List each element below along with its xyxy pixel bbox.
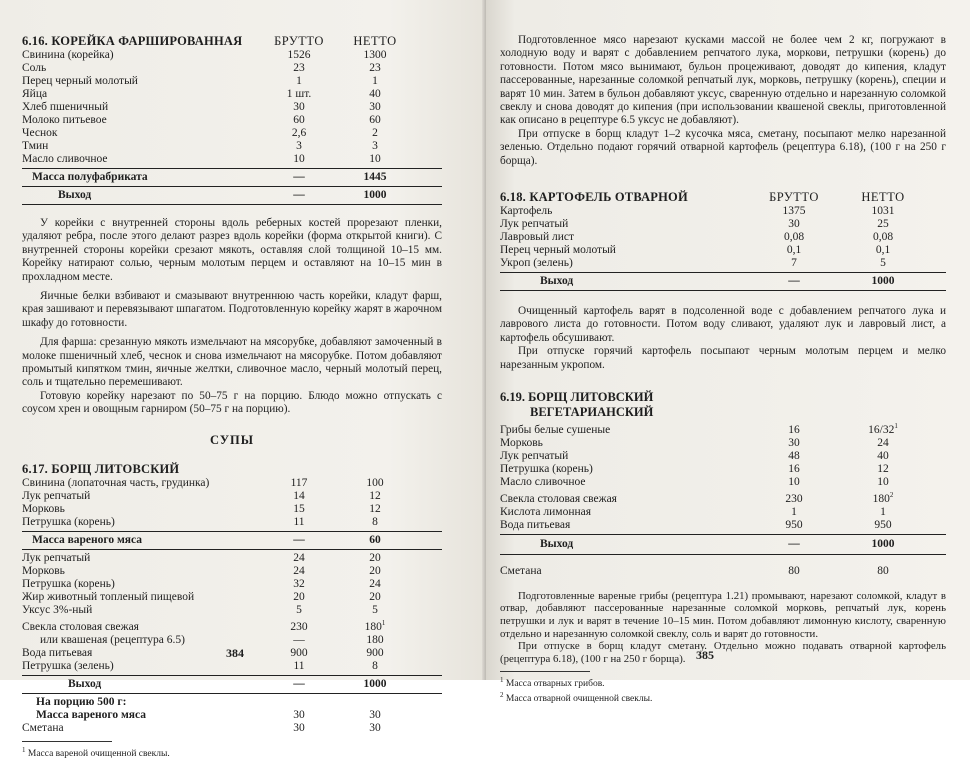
netto-value: 10 bbox=[369, 153, 381, 165]
brutto-header: БРУТТО bbox=[274, 34, 324, 48]
portion-label-row bbox=[22, 696, 442, 709]
paragraph: Очищенный картофель варят в подсоленной воде с добавлением репчатого лука и лаврового листа до готовности. Потом воду сливают, удаляют лук и лавровый лист, а картофель обсушивают. bbox=[500, 305, 946, 344]
footnote bbox=[500, 675, 946, 690]
mass-row bbox=[22, 534, 442, 547]
brutto-value: 950 bbox=[785, 518, 803, 531]
netto-value: $16/32^1$ bbox=[868, 422, 898, 436]
netto-header: НЕТТО bbox=[353, 34, 397, 48]
paragraph: При отпуске в борщ кладут 1–2 кусочка мяса, сметану, посыпают мелко нарезанной зеленью. Отдельно подают горячий отварной картофель (рецептура 6.18), (100 г на 250 г борща). bbox=[500, 127, 946, 167]
ingredient-name: Свекла столовая свежая bbox=[500, 492, 617, 505]
brutto-value: 16 bbox=[788, 462, 800, 475]
ingredient-name: Чеснок bbox=[22, 127, 58, 139]
table-rule bbox=[22, 204, 442, 205]
netto-value: 8 bbox=[372, 515, 378, 528]
yield-label: Выход bbox=[68, 677, 102, 690]
ingredient-name: Яйца bbox=[22, 88, 48, 100]
ingredient-name: Картофель bbox=[500, 205, 553, 218]
netto-value: 1031 bbox=[871, 205, 895, 218]
brutto-value: 1375 bbox=[782, 205, 806, 218]
yield-label: Выход bbox=[58, 189, 92, 201]
netto-value: 12 bbox=[369, 489, 381, 502]
paragraph: Подготовленное мясо нарезают кусками массой не более чем 2 кг, погружают в холодную воду и варят с добавлением репчатого лука, моркови, петрушки (корень) до готовности. Потом мясо вынимают, бульон процеживают, доводят до кипения, кладут пассерованные, нарезанные соломкой репчатый лук, морковь, петрушку (корень), специи и варят 10 мин. Затем в бульон добавляют уксус, сваренную отдельно и нарезанную соломкой свеклу и снова доводят до кипения (при использовании квашеной свеклы, приготовленной как описано в рецептуре 6.5 уксус не добавляют). bbox=[500, 34, 946, 127]
brutto-value: 60 bbox=[293, 114, 305, 126]
netto-value: 60 bbox=[369, 114, 381, 126]
brutto-value: — bbox=[293, 533, 305, 546]
footnote-mark: 1 bbox=[500, 676, 504, 685]
brutto-value: 10 bbox=[788, 475, 800, 488]
footnote-mark: 1 bbox=[381, 618, 386, 627]
recipe-619-title: 6.19. БОРЩ ЛИТОВСКИЙ bbox=[500, 390, 654, 405]
paragraph: Для фарша: срезанную мякоть измельчают на мясорубке, добавляют замоченный в молоке пшеничный хлеб, чеснок и снова измельчают на мясорубке. Потом добавляют промытый кипятком тмин, яичные желтки, сливочное масло, черный молотый перец, соль и тщательно перемешивают. bbox=[22, 336, 442, 389]
yield-row bbox=[22, 189, 442, 202]
netto-value: 900 bbox=[366, 646, 384, 659]
netto-header: НЕТТО bbox=[861, 190, 905, 205]
netto-value: 25 bbox=[877, 218, 889, 231]
brutto-value: 0,08 bbox=[783, 231, 805, 244]
netto-value: 1000 bbox=[871, 275, 895, 288]
table-rule bbox=[22, 531, 442, 532]
paragraph: При отпуске горячий картофель посыпают черным молотым перцем и мелко нарезанным укропом. bbox=[500, 345, 946, 371]
footnote-mark: 2 bbox=[889, 490, 894, 499]
recipe-619-header bbox=[500, 390, 946, 420]
brutto-value: 117 bbox=[290, 476, 308, 489]
netto-value: 24 bbox=[369, 577, 381, 590]
recipe-617-header bbox=[22, 462, 442, 477]
netto-value: 1445 bbox=[363, 171, 387, 183]
netto-value: 23 bbox=[369, 62, 381, 74]
footnote-text: Масса вареной очищенной свеклы. bbox=[27, 748, 170, 759]
yield-label: Выход bbox=[540, 275, 574, 288]
brutto-value: 80 bbox=[788, 564, 800, 577]
brutto-value: 30 bbox=[293, 721, 305, 734]
netto-value: 5 bbox=[372, 603, 378, 616]
table-rule bbox=[500, 290, 946, 291]
netto-value: 80 bbox=[877, 564, 889, 577]
paragraph: Подготовленные вареные грибы (рецептура 1.21) промывают, нарезают соломкой, кладут в отвар, добавляют пассерованные нарезанные соломкой морковь, репчатый лук, корень петрушки и лук и варят в течение 10–15 мин. Потом добавляют лимонную кислоту, сваренную отдельно и нарезанную соломкой свеклу, соль и варят до готовности. bbox=[500, 589, 946, 640]
brutto-value: 1 bbox=[296, 75, 302, 87]
netto-value: 1000 bbox=[871, 537, 895, 550]
netto-value: 1 bbox=[372, 75, 378, 87]
ingredient-name: Масса вареного мяса bbox=[36, 708, 147, 721]
netto-value: 20 bbox=[369, 551, 381, 564]
netto-value: 100 bbox=[366, 476, 384, 489]
footnote-mark: 1 bbox=[894, 422, 898, 431]
recipe-619-subtitle: ВЕГЕТАРИАНСКИЙ bbox=[530, 405, 654, 420]
ingredient-name: Жир животный топленый пищевой bbox=[22, 590, 195, 603]
ingredient-name: Петрушка (корень) bbox=[22, 577, 115, 590]
recipe-618-table bbox=[500, 205, 946, 291]
netto-value: $180^2$ bbox=[872, 490, 894, 505]
footnote-text: Масса отварных грибов. bbox=[505, 679, 605, 690]
brutto-value: 15 bbox=[293, 502, 305, 515]
brutto-value: — bbox=[788, 537, 800, 550]
paragraph: У корейки с внутренней стороны вдоль реберных костей прорезают пленки, удаляют ребра, после этого делают разрез вдоль корейки (форма открытой книги). С внутренней стороны корейки срезают мякоть, оставляя слой толщиной 10–15 мм. Корейку натирают солью, черным молотым перцем и оставляют на 10–15 мин в прохладном месте. bbox=[22, 217, 442, 283]
brutto-value: 3 bbox=[296, 140, 302, 152]
table-rule bbox=[22, 168, 442, 169]
netto-value: 8 bbox=[372, 659, 378, 672]
brutto-value: 0,1 bbox=[786, 244, 802, 257]
recipe-619-table bbox=[500, 420, 946, 578]
brutto-value: 16 bbox=[788, 423, 800, 436]
table-rule bbox=[22, 675, 442, 676]
footnote-rule bbox=[22, 741, 112, 742]
brutto-value: 11 bbox=[293, 515, 305, 528]
netto-value: 60 bbox=[369, 533, 381, 546]
ingredient-name: Молоко питьевое bbox=[22, 114, 107, 126]
ingredient-name: Петрушка (корень) bbox=[500, 462, 593, 475]
brutto-value: 24 bbox=[293, 564, 305, 577]
brutto-value: 7 bbox=[791, 257, 797, 270]
ingredient-name: или квашеная (рецептура 6.5) bbox=[40, 633, 185, 646]
ingredient-name: Морковь bbox=[22, 502, 65, 515]
brutto-value: — bbox=[788, 275, 800, 288]
brutto-value: 5 bbox=[296, 603, 302, 616]
ingredient-name: Уксус 3%-ный bbox=[22, 603, 93, 616]
brutto-value: 1 bbox=[791, 505, 797, 518]
ingredient-name: Лук репчатый bbox=[22, 551, 91, 564]
ingredient-name: Петрушка (корень) bbox=[22, 515, 115, 528]
ingredient-name: Петрушка (зелень) bbox=[22, 659, 114, 672]
brutto-value: 32 bbox=[293, 577, 305, 590]
netto-value: 30 bbox=[369, 101, 381, 113]
brutto-value: 24 bbox=[293, 551, 305, 564]
netto-value: 20 bbox=[369, 564, 381, 577]
netto-value: 1 bbox=[880, 505, 886, 518]
brutto-value: 30 bbox=[293, 101, 305, 113]
brutto-value: 230 bbox=[290, 620, 308, 633]
netto-value: 1300 bbox=[363, 49, 387, 61]
brutto-value: 30 bbox=[788, 218, 800, 231]
mass-label: Масса полуфабриката bbox=[32, 171, 148, 183]
netto-value: 40 bbox=[877, 449, 889, 462]
ingredient-name: Лавровый лист bbox=[500, 231, 575, 244]
ingredient-name: Сметана bbox=[22, 721, 64, 734]
brutto-value: — bbox=[293, 633, 305, 646]
ingredient-name: Вода питьевая bbox=[500, 518, 571, 531]
netto-value: 0,08 bbox=[872, 231, 894, 244]
netto-value: 2 bbox=[372, 127, 378, 139]
recipe-616-table bbox=[22, 49, 442, 205]
portion-label: На порцию 500 г: bbox=[36, 695, 127, 708]
mass-label: Масса вареного мяса bbox=[32, 533, 143, 546]
ingredient-name: Морковь bbox=[500, 436, 543, 449]
brutto-value: — bbox=[293, 189, 305, 201]
footnote-text: Масса отварной очищенной свеклы. bbox=[505, 694, 653, 705]
footnote-mark: 1 bbox=[22, 745, 26, 754]
brutto-value: 23 bbox=[293, 62, 305, 74]
footnote-rule bbox=[500, 671, 590, 672]
page-number-right: 385 bbox=[696, 648, 714, 662]
ingredient-name: Морковь bbox=[22, 564, 65, 577]
brutto-header: БРУТТО bbox=[769, 190, 819, 205]
brutto-value: 30 bbox=[788, 436, 800, 449]
ingredient-name: Кислота лимонная bbox=[500, 505, 592, 518]
netto-value: 40 bbox=[369, 88, 381, 100]
netto-value: 3 bbox=[372, 140, 378, 152]
footnote-mark: 2 bbox=[500, 691, 504, 700]
netto-value: 20 bbox=[369, 590, 381, 603]
brutto-value: 900 bbox=[290, 646, 308, 659]
ingredient-name: Масло сливочное bbox=[22, 153, 108, 165]
mass-row bbox=[22, 171, 442, 184]
right-page-content bbox=[500, 34, 946, 706]
brutto-value: 1 шт. bbox=[286, 88, 312, 100]
netto-value: 1000 bbox=[363, 189, 387, 201]
table-rule bbox=[500, 534, 946, 535]
ingredient-name: Вода питьевая bbox=[22, 646, 93, 659]
ingredient-name: Свинина (корейка) bbox=[22, 49, 114, 61]
netto-value: 12 bbox=[369, 502, 381, 515]
netto-value: $180^1$ bbox=[364, 618, 386, 633]
brutto-value: — bbox=[293, 677, 305, 690]
table-rule bbox=[22, 186, 442, 187]
yield-label: Выход bbox=[540, 537, 574, 550]
ingredient-name: Перец черный молотый bbox=[500, 244, 616, 257]
ingredient-name: Лук репчатый bbox=[22, 489, 91, 502]
netto-value: 30 bbox=[369, 708, 381, 721]
netto-value: 5 bbox=[880, 257, 886, 270]
yield-row bbox=[22, 678, 442, 691]
brutto-value: 10 bbox=[293, 153, 305, 165]
netto-value: 180 bbox=[366, 633, 384, 646]
netto-value: 1000 bbox=[363, 677, 387, 690]
ingredient-name: Укроп (зелень) bbox=[500, 257, 573, 270]
netto-value: 950 bbox=[874, 518, 892, 531]
footnote bbox=[22, 745, 442, 760]
paragraph: Яичные белки взбивают и смазывают внутреннюю часть корейки, кладут фарш, края зашивают и перевязывают шпагатом. Подготовленную корейку жарят в жарочном шкафу до готовности. bbox=[22, 290, 442, 329]
brutto-value: 1526 bbox=[287, 49, 311, 61]
page-number-left: 384 bbox=[226, 646, 244, 660]
recipe-617-table bbox=[22, 477, 442, 735]
ingredient-name: Хлеб пшеничный bbox=[22, 101, 109, 113]
table-rule bbox=[500, 272, 946, 273]
ingredient-name: Тмин bbox=[22, 140, 49, 152]
ingredient-name: Масло сливочное bbox=[500, 475, 586, 488]
ingredient-name: Свекла столовая свежая bbox=[22, 620, 139, 633]
table-rule bbox=[500, 554, 946, 555]
footnote bbox=[500, 690, 946, 705]
table-rule bbox=[22, 549, 442, 550]
ingredient-name: Лук репчатый bbox=[500, 218, 569, 231]
table-rule bbox=[22, 693, 442, 694]
brutto-value: 11 bbox=[293, 659, 305, 672]
netto-value: 10 bbox=[877, 475, 889, 488]
yield-row bbox=[500, 537, 946, 552]
netto-value: 0,1 bbox=[875, 244, 891, 257]
netto-value: 12 bbox=[877, 462, 889, 475]
brutto-value: 48 bbox=[788, 449, 800, 462]
ingredient-name: Грибы белые сушеные bbox=[500, 423, 611, 436]
brutto-value: — bbox=[293, 171, 305, 183]
yield-row bbox=[500, 275, 946, 288]
recipe-616-title: 6.16. КОРЕЙКА ФАРШИРОВАННАЯ bbox=[22, 34, 243, 48]
ingredient-name: Перец черный молотый bbox=[22, 75, 138, 87]
brutto-value: 30 bbox=[293, 708, 305, 721]
section-title: СУПЫ bbox=[209, 432, 255, 447]
brutto-value: 14 bbox=[293, 489, 305, 502]
recipe-618-header bbox=[500, 190, 946, 205]
right-page bbox=[486, 0, 970, 705]
brutto-value: 2,6 bbox=[291, 127, 307, 139]
netto-value: 30 bbox=[369, 721, 381, 734]
brutto-value: 20 bbox=[293, 590, 305, 603]
ingredient-name: Соль bbox=[22, 62, 47, 74]
recipe-617-title: 6.17. БОРЩ ЛИТОВСКИЙ bbox=[22, 461, 180, 476]
paragraph: При отпуске в борщ кладут сметану. Отдельно можно подавать отварной картофель (рецептура 6.18), (100 г на 250 г борща). bbox=[500, 640, 946, 665]
brutto-value: 230 bbox=[785, 492, 803, 505]
ingredient-name: Свинина (лопаточная часть, грудинка) bbox=[22, 476, 210, 489]
recipe-618-title: 6.18. КАРТОФЕЛЬ ОТВАРНОЙ bbox=[500, 190, 688, 205]
netto-value: 24 bbox=[877, 436, 889, 449]
paragraph: Готовую корейку нарезают по 50–75 г на порцию. Блюдо можно отпускать с соусом хрен и овощным гарниром (50–75 г на порцию). bbox=[22, 389, 442, 416]
ingredient-name: Лук репчатый bbox=[500, 449, 569, 462]
ingredient-name: Сметана bbox=[500, 564, 542, 577]
recipe-616-header bbox=[22, 34, 442, 49]
